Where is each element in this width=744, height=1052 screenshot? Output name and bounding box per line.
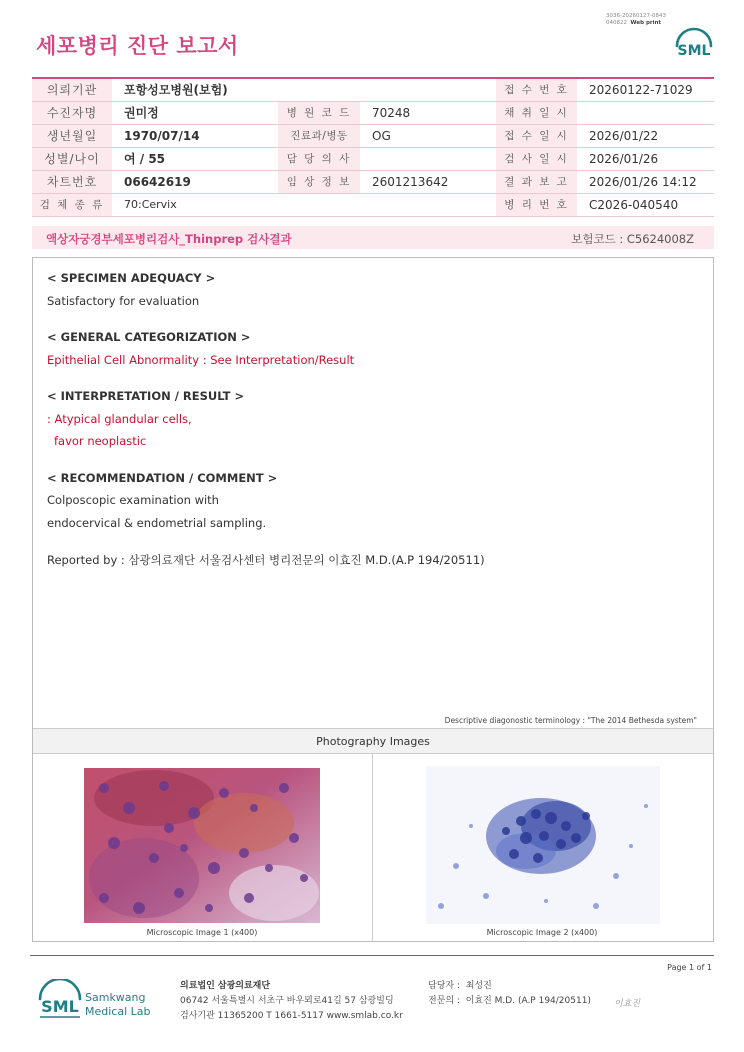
interpretation-line1: : Atypical glandular cells, xyxy=(47,412,192,426)
value-institution: 포항성모병원(보험) xyxy=(112,78,496,101)
report-code-line1: 3036-20260127-0843 xyxy=(606,13,666,19)
patient-info-table xyxy=(32,77,714,217)
label-sex-age: 성별/나이 xyxy=(32,147,112,170)
value-birthdate: 1970/07/14 xyxy=(112,124,278,147)
report-code-number: 040822 xyxy=(606,20,627,26)
photography-header: Photography Images xyxy=(33,728,713,754)
info-row-chart xyxy=(32,170,714,193)
value-patient-name: 권미정 xyxy=(112,101,278,124)
signature: 이효진 xyxy=(614,999,641,1009)
value-doctor xyxy=(360,147,496,170)
general-heading: < GENERAL CATEGORIZATION > xyxy=(47,330,251,344)
recommendation-line2: endocervical & endometrial sampling. xyxy=(47,516,267,530)
value-specimen-type: 70:Cervix xyxy=(112,193,496,216)
microscopic-image-2 xyxy=(426,766,660,924)
info-row-specimen xyxy=(32,193,714,216)
value-received-date: 2026/01/22 xyxy=(577,124,714,147)
info-row-patient xyxy=(32,101,714,124)
value-hospital-code: 70248 xyxy=(360,101,496,124)
value-collection-date xyxy=(577,101,714,124)
footer-staff xyxy=(428,979,591,1009)
value-test-date: 2026/01/26 xyxy=(577,147,714,170)
adequacy-heading: < SPECIMEN ADEQUACY > xyxy=(47,271,216,285)
value-sex-age: 여 / 55 xyxy=(112,147,278,170)
web-print-label: Web print xyxy=(630,20,662,26)
image-caption-2: Microscopic Image 2 (x400) xyxy=(486,928,598,937)
recommendation-line1: Colposcopic examination with xyxy=(47,493,219,507)
org-name: 의료법인 삼광의료재단 xyxy=(180,981,271,991)
value-clinical-info: 2601213642 xyxy=(360,170,496,193)
specialist-label: 전문의 : xyxy=(428,996,460,1006)
label-institution: 의뢰기관 xyxy=(32,78,112,101)
recommendation-heading: < RECOMMENDATION / COMMENT > xyxy=(47,471,278,485)
value-department: OG xyxy=(360,124,496,147)
page-title: 세포병리 진단 보고서 xyxy=(36,34,239,58)
test-title-bar xyxy=(32,226,714,249)
label-pathology-number: 병 리 번 호 xyxy=(496,193,577,216)
reported-by: Reported by : 삼광의료재단 서울검사센터 병리전문의 이효진 M.D.(A.P 194/20511) xyxy=(47,553,485,567)
footer-divider xyxy=(30,955,714,956)
sml-logo xyxy=(672,26,716,64)
value-pathology-number: C2026-040540 xyxy=(577,193,714,216)
label-test-date: 검 사 일 시 xyxy=(496,147,577,170)
info-row-sex xyxy=(32,147,714,170)
microscopic-image-1 xyxy=(84,768,320,923)
interpretation-heading: < INTERPRETATION / RESULT > xyxy=(47,389,245,403)
specialist-name: 이효진 M.D. (A.P 194/20511) xyxy=(465,996,591,1006)
samkwang-logo-mark: SML xyxy=(41,997,79,1016)
label-birthdate: 생년월일 xyxy=(32,124,112,147)
label-accession: 접 수 번 호 xyxy=(496,78,577,101)
general-text: Epithelial Cell Abnormality : See Interpretation/Result xyxy=(47,353,355,367)
insurance-code: 보험코드 : C5624008Z xyxy=(571,232,694,246)
manager-name: 최성진 xyxy=(465,981,492,991)
label-patient-name: 수진자명 xyxy=(32,101,112,124)
manager-label: 담당자 : xyxy=(428,981,460,991)
image-caption-1: Microscopic Image 1 (x400) xyxy=(146,928,258,937)
org-address: 06742 서울특별시 서초구 바우뫼로41길 57 삼광빌딩 xyxy=(180,996,394,1006)
sml-logo-text: SML xyxy=(677,43,711,59)
value-accession: 20260122-71029 xyxy=(577,78,714,101)
label-department: 진료과/병동 xyxy=(278,124,360,147)
interpretation-line2: favor neoplastic xyxy=(54,434,147,448)
samkwang-logo-line1: Samkwang xyxy=(85,991,146,1004)
photo-divider xyxy=(372,754,373,942)
label-hospital-code: 병 원 코 드 xyxy=(278,101,360,124)
label-doctor: 담 당 의 사 xyxy=(278,147,360,170)
info-row-institution xyxy=(32,78,714,101)
value-report-date: 2026/01/26 14:12 xyxy=(577,170,714,193)
label-chart-number: 차트번호 xyxy=(32,170,112,193)
label-received-date: 접 수 일 시 xyxy=(496,124,577,147)
adequacy-text: Satisfactory for evaluation xyxy=(47,294,200,308)
test-name: 액상자궁경부세포병리검사_Thinprep 검사결과 xyxy=(46,232,292,246)
page-number: Page 1 of 1 xyxy=(667,963,712,972)
label-clinical-info: 임 상 정 보 xyxy=(278,170,360,193)
terminology-note: Descriptive diagonostic terminology : "The 2014 Bethesda system" xyxy=(444,716,697,725)
label-report-date: 결 과 보 고 xyxy=(496,170,577,193)
label-collection-date: 채 취 일 시 xyxy=(496,101,577,124)
samkwang-logo-line2: Medical Lab xyxy=(85,1005,151,1018)
info-row-birth xyxy=(32,124,714,147)
label-specimen-type: 검 체 종 류 xyxy=(32,193,112,216)
samkwang-logo xyxy=(36,979,156,1023)
footer-organization xyxy=(180,979,403,1024)
report-body xyxy=(32,257,714,942)
value-chart-number: 06642619 xyxy=(112,170,278,193)
org-contact: 검사기관 11365200 T 1661-5117 www.smlab.co.kr xyxy=(180,1011,403,1021)
report-code xyxy=(606,13,666,27)
